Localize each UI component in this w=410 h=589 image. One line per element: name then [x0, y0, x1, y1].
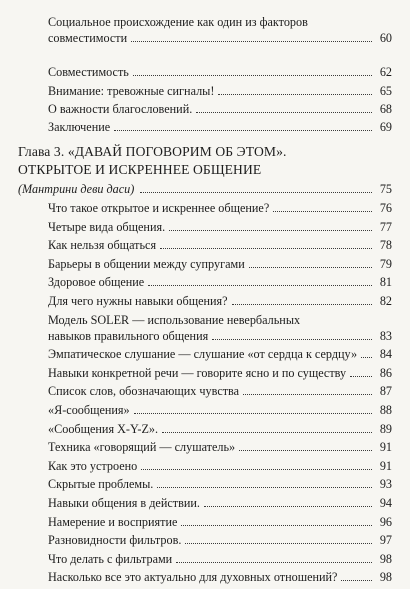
toc-entry: [0, 365, 410, 381]
dot-leader: [350, 365, 372, 377]
page-number: 78: [379, 238, 392, 253]
page-number: 83: [379, 328, 392, 343]
page-number: 75: [379, 182, 392, 196]
page-number: 96: [379, 514, 392, 529]
entry-title: Что такое открытое и искреннее общение?: [48, 201, 270, 215]
page-number: 98: [379, 570, 392, 585]
page-number: 93: [379, 477, 392, 492]
dot-leader: [249, 256, 372, 268]
toc-entry: [0, 200, 410, 216]
entry-title: Как нельзя общаться: [48, 238, 157, 253]
entry-title: совместимости: [48, 31, 128, 45]
toc-entry: [0, 219, 410, 235]
dot-leader: [196, 101, 372, 113]
toc-entry: [0, 402, 410, 418]
page-number: 94: [379, 496, 392, 510]
dot-leader: [176, 551, 372, 563]
page-number: 62: [379, 65, 392, 79]
dot-leader: [243, 383, 372, 395]
toc-entry: [0, 383, 410, 399]
entry-title: «Я-сообщения»: [48, 403, 130, 417]
page-number: 91: [379, 458, 392, 473]
dot-leader: [218, 83, 372, 95]
page-number: 76: [379, 201, 392, 215]
entry-title: Модель SOLER — использование невербальных: [48, 312, 301, 327]
toc-entry: [0, 256, 410, 272]
entry-title: Социальное происхождение как один из факторов: [48, 15, 308, 29]
toc-entry: [0, 328, 410, 344]
dot-leader: [361, 346, 372, 358]
entry-title: Здоровое общение: [48, 275, 145, 290]
toc-entry: [0, 421, 410, 437]
toc-entry: [0, 119, 410, 135]
dot-leader: [133, 64, 372, 76]
page-number: 81: [379, 275, 392, 290]
dot-leader: [239, 439, 372, 451]
dot-leader: [169, 219, 372, 231]
dot-leader: [148, 274, 372, 286]
page-number: 98: [379, 551, 392, 566]
page-number: 84: [379, 347, 392, 362]
dot-leader: [212, 328, 372, 340]
dot-leader: [273, 200, 372, 212]
page-number: 65: [379, 84, 392, 98]
dot-leader: [140, 181, 372, 193]
toc-entry: [0, 64, 410, 80]
entry-title: Эмпатическое слушание — слушание «от сердца к сердцу»: [48, 347, 358, 362]
toc-entry: [0, 439, 410, 455]
entry-title: Что делать с фильтрами: [48, 551, 173, 566]
entry-title: Заключение: [48, 120, 111, 134]
toc-entry: [0, 346, 410, 362]
dot-leader: [162, 421, 372, 433]
entry-title: Барьеры в общении между супругами: [48, 256, 245, 271]
dot-leader: [341, 569, 372, 581]
page-number: 97: [379, 533, 392, 548]
toc-entry: [0, 495, 410, 511]
dot-leader: [141, 458, 372, 470]
entry-title: Четыре вида общения.: [48, 219, 166, 234]
entry-title: Скрытые проблемы.: [48, 477, 154, 492]
entry-title: навыков правильного общения: [48, 328, 209, 343]
dot-leader: [232, 293, 372, 305]
page-number: 86: [379, 365, 392, 380]
toc-entry: [0, 274, 410, 290]
toc-entry: [0, 101, 410, 117]
page-number: 68: [379, 102, 392, 116]
page-number: 79: [379, 256, 392, 271]
entry-title: О важности благословений.: [48, 102, 193, 116]
page-number: 69: [379, 120, 392, 134]
page-number: 89: [379, 421, 392, 436]
dot-leader: [131, 30, 372, 42]
entry-title: Намерение и восприятие: [48, 514, 178, 529]
toc-entry: [0, 551, 410, 567]
dot-leader: [185, 532, 372, 544]
page-number: 60: [379, 31, 392, 45]
toc-entry-cont: [0, 14, 410, 30]
dot-leader: [157, 476, 372, 488]
entry-title: Как это устроено: [48, 458, 138, 473]
toc-entry-cont: [0, 312, 410, 328]
toc-entry: [0, 293, 410, 309]
dot-leader: [134, 402, 372, 414]
entry-title: Навыки общения в действии.: [48, 496, 200, 510]
entry-title: Внимание: тревожные сигналы!: [48, 84, 215, 98]
entry-title: Разновидности фильтров.: [48, 533, 182, 548]
toc-entry: [0, 458, 410, 474]
entry-title: Список слов, обозначающих чувства: [48, 384, 240, 399]
toc-entry: [0, 476, 410, 492]
chapter-heading: Глава 3. «ДАВАЙ ПОГОВОРИМ ОБ ЭТОМ».: [18, 144, 287, 159]
dot-leader: [181, 514, 372, 526]
chapter-title: ОТКРЫТОЕ И ИСКРЕННЕЕ ОБЩЕНИЕ: [18, 162, 262, 177]
entry-title: Техника «говорящий — слушатель»: [48, 440, 236, 455]
toc-entry: [0, 514, 410, 530]
entry-title: Насколько все это актуально для духовных отношений?: [48, 570, 338, 585]
entry-title: Навыки конкретной речи — говорите ясно и по существу: [48, 365, 347, 380]
entry-title: Совместимость: [48, 65, 129, 79]
dot-leader: [114, 119, 372, 131]
page-number: 82: [379, 294, 392, 308]
entry-title: «Сообщения X-Y-Z».: [48, 421, 159, 436]
toc-entry: [0, 83, 410, 99]
toc-entry: [0, 237, 410, 253]
toc-entry: [0, 569, 410, 585]
toc-entry: [0, 30, 410, 46]
chapter-author: [0, 181, 410, 197]
entry-title: Для чего нужны навыки общения?: [48, 294, 228, 308]
page-number: 88: [379, 403, 392, 417]
dot-leader: [160, 237, 372, 249]
page-number: 87: [379, 384, 392, 399]
author-name: (Мантрини деви даси): [18, 182, 135, 196]
page-number: 91: [379, 440, 392, 455]
page-number: 77: [379, 219, 392, 234]
dot-leader: [204, 495, 372, 507]
toc-entry: [0, 532, 410, 548]
